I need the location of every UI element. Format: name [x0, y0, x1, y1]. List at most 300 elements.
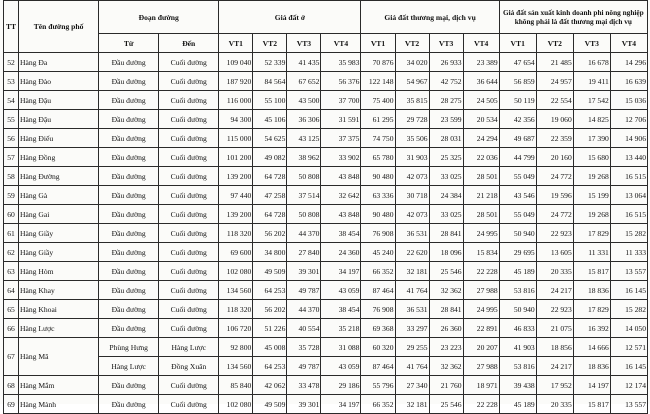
table-row	[4, 376, 648, 395]
commercial-vt3: 21 760	[429, 376, 463, 395]
residential-vt4: 37 700	[321, 91, 361, 110]
segment-from: Đầu đường	[99, 376, 159, 395]
residential-vt2: 49 509	[253, 262, 287, 281]
segment-to: Hàng Lược	[159, 338, 219, 357]
residential-vt1: 118 320	[219, 224, 253, 243]
street-name: Hàng Giầy	[19, 224, 99, 243]
non-agricultural-vt1: 50 940	[499, 300, 536, 319]
row-number: 55	[4, 110, 19, 129]
commercial-vt4: 27 988	[463, 357, 499, 376]
segment-to: Cuối đường	[159, 243, 219, 262]
residential-vt3: 39 301	[287, 262, 321, 281]
residential-vt4: 43 059	[321, 281, 361, 300]
residential-vt1: 109 040	[219, 53, 253, 72]
non-agricultural-vt4: 16 515	[610, 205, 647, 224]
commercial-vt3: 26 933	[429, 53, 463, 72]
street-name: Hàng Đào	[19, 72, 99, 91]
non-agricultural-vt2: 17 952	[536, 376, 573, 395]
commercial-vt2: 42 073	[395, 205, 429, 224]
residential-vt1: 134 560	[219, 357, 253, 376]
street-name: Hàng Lược	[19, 319, 99, 338]
street-name: Hàng Đậu	[19, 110, 99, 129]
segment-from: Đầu đường	[99, 395, 159, 414]
residential-vt4: 38 454	[321, 300, 361, 319]
commercial-vt4: 20 207	[463, 338, 499, 357]
commercial-vt3: 18 096	[429, 243, 463, 262]
table-row	[4, 281, 648, 300]
table-row	[4, 357, 648, 376]
residential-vt4: 32 642	[321, 186, 361, 205]
residential-vt3: 44 370	[287, 300, 321, 319]
header-vt2: VT2	[253, 34, 287, 53]
residential-vt3: 41 435	[287, 53, 321, 72]
non-agricultural-vt2: 19 060	[536, 110, 573, 129]
non-agricultural-vt2: 22 554	[536, 91, 573, 110]
non-agricultural-vt3: 16 392	[573, 319, 610, 338]
residential-vt3: 43 125	[287, 129, 321, 148]
non-agricultural-vt3: 14 197	[573, 376, 610, 395]
row-number: 52	[4, 53, 19, 72]
segment-from: Hàng Lược	[99, 357, 159, 376]
segment-to: Cuối đường	[159, 186, 219, 205]
non-agricultural-vt4: 14 050	[610, 319, 647, 338]
table-row	[4, 91, 648, 110]
header-vt1: VT1	[361, 34, 395, 53]
residential-vt2: 34 800	[253, 243, 287, 262]
commercial-vt1: 61 295	[361, 110, 395, 129]
segment-to: Cuối đường	[159, 91, 219, 110]
segment-from: Đầu đường	[99, 319, 159, 338]
non-agricultural-vt1: 53 816	[499, 281, 536, 300]
non-agricultural-vt3: 14 666	[573, 338, 610, 357]
commercial-vt1: 65 780	[361, 148, 395, 167]
residential-vt1: 69 600	[219, 243, 253, 262]
non-agricultural-vt2: 24 217	[536, 281, 573, 300]
segment-from: Đầu đường	[99, 186, 159, 205]
header-vt3: VT3	[573, 34, 610, 53]
non-agricultural-vt3: 15 680	[573, 148, 610, 167]
street-name: Hàng Khay	[19, 281, 99, 300]
residential-vt2: 84 564	[253, 72, 287, 91]
residential-vt4: 31 591	[321, 110, 361, 129]
row-number: 56	[4, 129, 19, 148]
non-agricultural-vt4: 15 282	[610, 224, 647, 243]
non-agricultural-vt1: 50 940	[499, 224, 536, 243]
commercial-vt1: 63 336	[361, 186, 395, 205]
commercial-vt4: 18 971	[463, 376, 499, 395]
segment-to: Cuối đường	[159, 72, 219, 91]
non-agricultural-vt1: 55 049	[499, 205, 536, 224]
residential-vt1: 97 440	[219, 186, 253, 205]
residential-vt1: 139 200	[219, 167, 253, 186]
commercial-vt3: 32 362	[429, 281, 463, 300]
street-name: Hàng Hòm	[19, 262, 99, 281]
commercial-vt3: 33 025	[429, 167, 463, 186]
commercial-vt1: 66 352	[361, 262, 395, 281]
non-agricultural-vt1: 47 654	[499, 53, 536, 72]
residential-vt2: 47 258	[253, 186, 287, 205]
non-agricultural-vt2: 24 957	[536, 72, 573, 91]
commercial-vt4: 21 218	[463, 186, 499, 205]
header-residential-price: Giá đất ở	[219, 1, 361, 34]
non-agricultural-vt3: 17 829	[573, 300, 610, 319]
commercial-vt2: 35 506	[395, 129, 429, 148]
residential-vt2: 54 625	[253, 129, 287, 148]
residential-vt4: 29 186	[321, 376, 361, 395]
street-name: Hàng Đậu	[19, 91, 99, 110]
commercial-vt4: 24 995	[463, 224, 499, 243]
residential-vt3: 33 478	[287, 376, 321, 395]
commercial-vt1: 66 352	[361, 395, 395, 414]
table-row	[4, 53, 648, 72]
residential-vt3: 35 728	[287, 338, 321, 357]
commercial-vt4: 24 294	[463, 129, 499, 148]
row-number: 65	[4, 300, 19, 319]
segment-to: Cuối đường	[159, 262, 219, 281]
non-agricultural-vt4: 16 145	[610, 281, 647, 300]
non-agricultural-vt2: 13 605	[536, 243, 573, 262]
non-agricultural-vt3: 11 331	[573, 243, 610, 262]
non-agricultural-vt3: 18 836	[573, 357, 610, 376]
non-agricultural-vt2: 18 856	[536, 338, 573, 357]
commercial-vt4: 24 505	[463, 91, 499, 110]
row-number: 57	[4, 148, 19, 167]
segment-from: Đầu đường	[99, 110, 159, 129]
street-name: Hàng Đồng	[19, 148, 99, 167]
residential-vt4: 56 376	[321, 72, 361, 91]
residential-vt1: 116 000	[219, 91, 253, 110]
segment-from: Đầu đường	[99, 129, 159, 148]
non-agricultural-vt2: 21 075	[536, 319, 573, 338]
header-vt1: VT1	[219, 34, 253, 53]
street-name: Hàng Mã	[19, 338, 99, 376]
header-vt1: VT1	[499, 34, 536, 53]
segment-from: Đầu đường	[99, 91, 159, 110]
segment-from: Đầu đường	[99, 53, 159, 72]
non-agricultural-vt2: 20 160	[536, 148, 573, 167]
non-agricultural-vt3: 18 836	[573, 281, 610, 300]
commercial-vt1: 60 320	[361, 338, 395, 357]
residential-vt4: 38 454	[321, 224, 361, 243]
commercial-vt2: 41 764	[395, 281, 429, 300]
segment-to: Cuối đường	[159, 224, 219, 243]
residential-vt4: 33 902	[321, 148, 361, 167]
header-vt4: VT4	[321, 34, 361, 53]
non-agricultural-vt3: 17 829	[573, 224, 610, 243]
header-from: Từ	[99, 34, 159, 53]
commercial-vt2: 29 728	[395, 110, 429, 129]
table-row	[4, 300, 648, 319]
residential-vt2: 51 226	[253, 319, 287, 338]
segment-to: Cuối đường	[159, 53, 219, 72]
residential-vt4: 35 218	[321, 319, 361, 338]
row-number: 68	[4, 376, 19, 395]
non-agricultural-vt4: 15 036	[610, 91, 647, 110]
residential-vt1: 139 200	[219, 205, 253, 224]
residential-vt1: 187 920	[219, 72, 253, 91]
residential-vt1: 92 800	[219, 338, 253, 357]
commercial-vt2: 22 620	[395, 243, 429, 262]
commercial-vt3: 42 752	[429, 72, 463, 91]
non-agricultural-vt2: 22 359	[536, 129, 573, 148]
commercial-vt1: 70 876	[361, 53, 395, 72]
residential-vt2: 42 062	[253, 376, 287, 395]
row-number: 67	[4, 338, 19, 376]
row-number: 58	[4, 167, 19, 186]
commercial-vt1: 76 908	[361, 300, 395, 319]
residential-vt4: 35 983	[321, 53, 361, 72]
residential-vt2: 64 728	[253, 167, 287, 186]
segment-to: Cuối đường	[159, 376, 219, 395]
commercial-vt3: 28 841	[429, 224, 463, 243]
commercial-vt2: 32 181	[395, 395, 429, 414]
residential-vt4: 34 197	[321, 395, 361, 414]
commercial-vt2: 33 297	[395, 319, 429, 338]
residential-vt3: 43 500	[287, 91, 321, 110]
table-row	[4, 129, 648, 148]
commercial-vt2: 32 181	[395, 262, 429, 281]
non-agricultural-vt4: 16 639	[610, 72, 647, 91]
commercial-vt4: 22 228	[463, 395, 499, 414]
residential-vt3: 44 370	[287, 224, 321, 243]
non-agricultural-vt2: 20 335	[536, 395, 573, 414]
non-agricultural-vt1: 45 189	[499, 262, 536, 281]
commercial-vt4: 22 228	[463, 262, 499, 281]
table-row	[4, 224, 648, 243]
segment-to: Cuối đường	[159, 300, 219, 319]
residential-vt1: 102 080	[219, 262, 253, 281]
header-commercial-price: Giá đất thương mại, dịch vụ	[361, 1, 499, 34]
commercial-vt3: 24 384	[429, 186, 463, 205]
table-row	[4, 110, 648, 129]
commercial-vt1: 76 908	[361, 224, 395, 243]
row-number: 60	[4, 205, 19, 224]
street-name: Hàng Mành	[19, 395, 99, 414]
commercial-vt2: 27 340	[395, 376, 429, 395]
header-vt2: VT2	[536, 34, 573, 53]
non-agricultural-vt3: 15 817	[573, 262, 610, 281]
residential-vt3: 37 514	[287, 186, 321, 205]
non-agricultural-vt1: 43 546	[499, 186, 536, 205]
non-agricultural-vt1: 41 903	[499, 338, 536, 357]
segment-from: Đầu đường	[99, 243, 159, 262]
segment-from: Đầu đường	[99, 281, 159, 300]
residential-vt2: 45 106	[253, 110, 287, 129]
non-agricultural-vt2: 24 217	[536, 357, 573, 376]
non-agricultural-vt3: 15 817	[573, 395, 610, 414]
non-agricultural-vt1: 56 859	[499, 72, 536, 91]
commercial-vt4: 28 501	[463, 205, 499, 224]
residential-vt4: 24 360	[321, 243, 361, 262]
non-agricultural-vt1: 55 049	[499, 167, 536, 186]
non-agricultural-vt1: 50 119	[499, 91, 536, 110]
segment-to: Cuối đường	[159, 281, 219, 300]
non-agricultural-vt3: 17 542	[573, 91, 610, 110]
commercial-vt2: 36 531	[395, 300, 429, 319]
residential-vt4: 37 375	[321, 129, 361, 148]
header-vt3: VT3	[429, 34, 463, 53]
commercial-vt1: 75 400	[361, 91, 395, 110]
residential-vt4: 43 059	[321, 357, 361, 376]
table-row	[4, 395, 648, 414]
street-name: Hàng Điếu	[19, 129, 99, 148]
segment-to: Cuối đường	[159, 205, 219, 224]
segment-from: Đầu đường	[99, 262, 159, 281]
non-agricultural-vt3: 19 411	[573, 72, 610, 91]
table-row	[4, 338, 648, 357]
header-vt4: VT4	[463, 34, 499, 53]
residential-vt3: 50 808	[287, 167, 321, 186]
street-name: Hàng Gà	[19, 186, 99, 205]
commercial-vt3: 25 325	[429, 148, 463, 167]
commercial-vt2: 54 967	[395, 72, 429, 91]
commercial-vt1: 45 240	[361, 243, 395, 262]
table-body	[4, 53, 648, 414]
commercial-vt4: 24 995	[463, 300, 499, 319]
residential-vt1: 118 320	[219, 300, 253, 319]
commercial-vt4: 15 834	[463, 243, 499, 262]
non-agricultural-vt4: 14 296	[610, 53, 647, 72]
residential-vt1: 85 840	[219, 376, 253, 395]
residential-vt4: 31 088	[321, 338, 361, 357]
non-agricultural-vt4: 16 145	[610, 357, 647, 376]
commercial-vt1: 87 464	[361, 357, 395, 376]
segment-to: Cuối đường	[159, 110, 219, 129]
header-segment: Đoạn đường	[99, 1, 219, 34]
segment-to: Cuối đường	[159, 319, 219, 338]
segment-from: Đầu đường	[99, 148, 159, 167]
commercial-vt3: 23 223	[429, 338, 463, 357]
non-agricultural-vt2: 22 923	[536, 224, 573, 243]
segment-to: Cuối đường	[159, 148, 219, 167]
residential-vt3: 40 554	[287, 319, 321, 338]
street-name: Hàng Giầy	[19, 243, 99, 262]
residential-vt4: 43 848	[321, 167, 361, 186]
non-agricultural-vt4: 13 557	[610, 395, 647, 414]
non-agricultural-vt1: 42 356	[499, 110, 536, 129]
commercial-vt1: 90 480	[361, 167, 395, 186]
non-agricultural-vt2: 19 596	[536, 186, 573, 205]
segment-to: Cuối đường	[159, 129, 219, 148]
segment-from: Đầu đường	[99, 205, 159, 224]
non-agricultural-vt2: 24 772	[536, 167, 573, 186]
commercial-vt4: 27 988	[463, 281, 499, 300]
segment-to: Cuối đường	[159, 395, 219, 414]
non-agricultural-vt2: 24 772	[536, 205, 573, 224]
non-agricultural-vt3: 14 825	[573, 110, 610, 129]
row-number: 64	[4, 281, 19, 300]
non-agricultural-vt3: 16 678	[573, 53, 610, 72]
commercial-vt2: 35 815	[395, 91, 429, 110]
table-row	[4, 186, 648, 205]
header-non-agricultural-price: Giá đất sản xuất kinh doanh phi nông nghiệp không phải là đất thương mại dịch vụ	[499, 1, 647, 34]
non-agricultural-vt1: 46 833	[499, 319, 536, 338]
header-tt: TT	[4, 1, 19, 53]
segment-from: Đầu đường	[99, 167, 159, 186]
table-row	[4, 167, 648, 186]
residential-vt3: 27 840	[287, 243, 321, 262]
table-row	[4, 243, 648, 262]
non-agricultural-vt3: 19 268	[573, 167, 610, 186]
commercial-vt3: 26 360	[429, 319, 463, 338]
residential-vt4: 43 848	[321, 205, 361, 224]
row-number: 63	[4, 262, 19, 281]
non-agricultural-vt4: 13 557	[610, 262, 647, 281]
residential-vt2: 64 253	[253, 357, 287, 376]
non-agricultural-vt1: 49 687	[499, 129, 536, 148]
non-agricultural-vt4: 12 571	[610, 338, 647, 357]
street-name: Hàng Gai	[19, 205, 99, 224]
non-agricultural-vt4: 15 282	[610, 300, 647, 319]
non-agricultural-vt3: 19 268	[573, 205, 610, 224]
non-agricultural-vt3: 15 199	[573, 186, 610, 205]
header-vt3: VT3	[287, 34, 321, 53]
commercial-vt3: 23 599	[429, 110, 463, 129]
row-number: 53	[4, 72, 19, 91]
non-agricultural-vt3: 17 390	[573, 129, 610, 148]
residential-vt2: 49 082	[253, 148, 287, 167]
residential-vt4: 34 197	[321, 262, 361, 281]
residential-vt1: 94 300	[219, 110, 253, 129]
table-row	[4, 319, 648, 338]
commercial-vt2: 30 718	[395, 186, 429, 205]
commercial-vt4: 23 389	[463, 53, 499, 72]
header-street-name: Tên đường phố	[19, 1, 99, 53]
commercial-vt1: 55 796	[361, 376, 395, 395]
non-agricultural-vt2: 21 485	[536, 53, 573, 72]
residential-vt2: 45 008	[253, 338, 287, 357]
non-agricultural-vt2: 22 923	[536, 300, 573, 319]
residential-vt2: 52 339	[253, 53, 287, 72]
non-agricultural-vt1: 44 799	[499, 148, 536, 167]
header-vt2: VT2	[395, 34, 429, 53]
residential-vt1: 102 080	[219, 395, 253, 414]
commercial-vt2: 42 073	[395, 167, 429, 186]
residential-vt1: 106 720	[219, 319, 253, 338]
residential-vt2: 55 100	[253, 91, 287, 110]
non-agricultural-vt4: 12 174	[610, 376, 647, 395]
non-agricultural-vt4: 16 515	[610, 167, 647, 186]
commercial-vt4: 28 501	[463, 167, 499, 186]
table-row	[4, 262, 648, 281]
residential-vt1: 115 000	[219, 129, 253, 148]
segment-to: Đồng Xuân	[159, 357, 219, 376]
commercial-vt1: 122 148	[361, 72, 395, 91]
header-vt4: VT4	[610, 34, 647, 53]
row-number: 69	[4, 395, 19, 414]
residential-vt3: 38 962	[287, 148, 321, 167]
header-to: Đến	[159, 34, 219, 53]
commercial-vt3: 28 275	[429, 91, 463, 110]
segment-from: Đầu đường	[99, 72, 159, 91]
non-agricultural-vt2: 20 335	[536, 262, 573, 281]
row-number: 61	[4, 224, 19, 243]
commercial-vt4: 20 534	[463, 110, 499, 129]
non-agricultural-vt1: 29 695	[499, 243, 536, 262]
residential-vt2: 64 728	[253, 205, 287, 224]
row-number: 66	[4, 319, 19, 338]
segment-to: Cuối đường	[159, 167, 219, 186]
commercial-vt2: 36 531	[395, 224, 429, 243]
residential-vt1: 134 560	[219, 281, 253, 300]
non-agricultural-vt4: 13 440	[610, 148, 647, 167]
residential-vt2: 56 202	[253, 224, 287, 243]
non-agricultural-vt4: 12 706	[610, 110, 647, 129]
row-number: 54	[4, 91, 19, 110]
residential-vt2: 56 202	[253, 300, 287, 319]
non-agricultural-vt4: 11 333	[610, 243, 647, 262]
non-agricultural-vt1: 45 189	[499, 395, 536, 414]
